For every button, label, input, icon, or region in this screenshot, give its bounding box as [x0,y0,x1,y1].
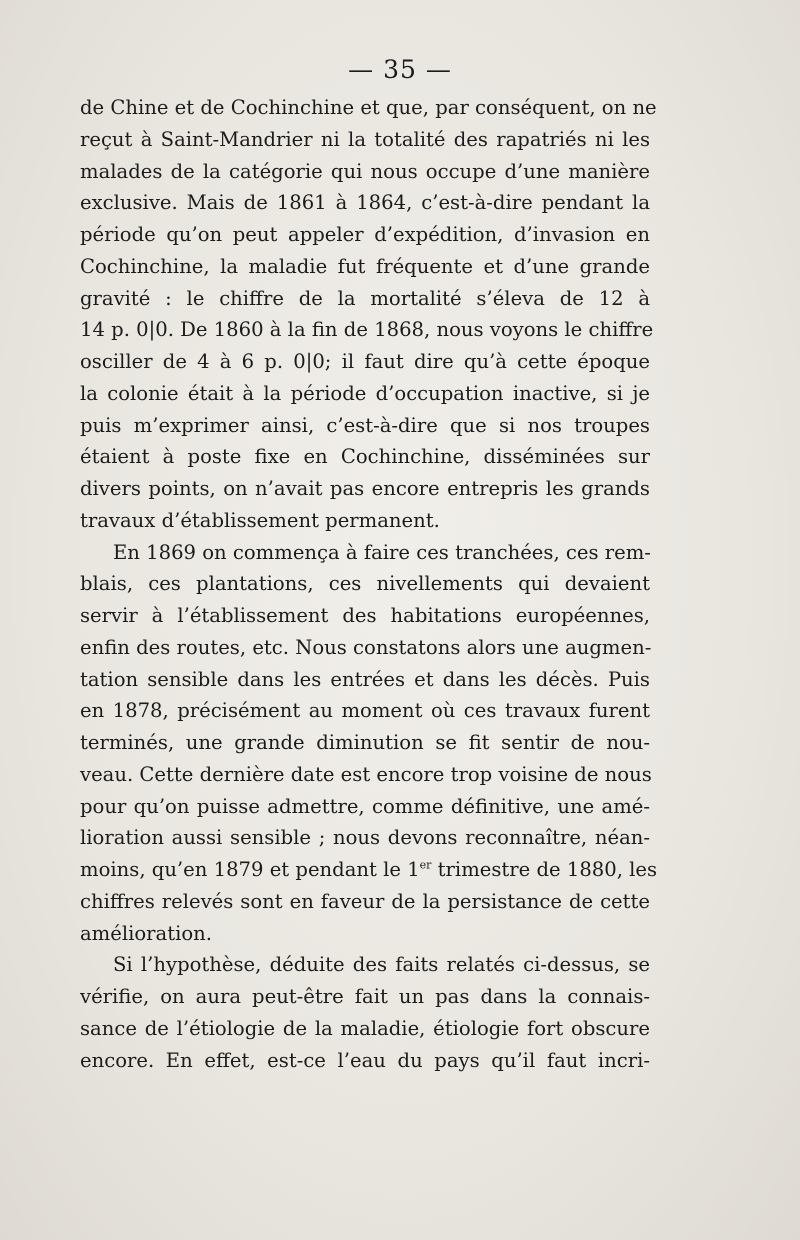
text-line: divers points, on n’avait pas encore entrepris les grands [80,477,650,500]
text-line: terminés, une grande diminution se fit sentir de nou- [80,731,650,754]
text-line: blais, ces plantations, ces nivellements qui devaient [80,572,650,596]
text-line: malades de la catégorie qui nous occupe d’une manière [80,159,650,183]
text-line: En 1869 on commença à faire ces tranchées, ces rem- [113,540,651,564]
text-line: encore. En effet, est-ce l’eau du pays qu’il faut incri- [80,1048,650,1072]
text-line: enfin des routes, etc. Nous constatons alors une augmen- [80,635,652,659]
text-line: servir à l’établissement des habitations européennes, [80,604,650,627]
text-line: amélioration. [80,921,213,945]
text-line: 14 p. 0|0. De 1860 à la fin de 1868, nous voyons le chiffre [80,318,654,342]
text-line: en 1878, précisément au moment où ces travaux furent [80,699,650,723]
text-segment: moins, qu’en 1879 et pendant le 1 [80,858,420,881]
text-line: tation sensible dans les entrées et dans les décès. Puis [80,667,650,691]
text-line: veau. Cette dernière date est encore trop voisine de nous [80,762,652,786]
text-line: période qu’on peut appeler d’expédition, d’invasion en [80,223,650,246]
ordinal-superscript: er [419,858,432,872]
text-line: vérifie, on aura peut-être fait un pas dans la connais- [80,985,650,1008]
text-line: osciller de 4 à 6 p. 0|0; il faut dire qu’à cette époque [80,350,650,373]
page-number: — 35 — [348,55,452,84]
text-line: Cochinchine, la maladie fut fréquente et d’une grande [80,254,650,278]
text-line: reçut à Saint-Mandrier ni la totalité des rapatriés ni les [80,127,650,151]
text-line: Si l’hypothèse, déduite des faits relatés ci-dessus, se [113,953,650,977]
text-line: gravité : le chiffre de la mortalité s’éleva de 12 à [80,286,650,310]
text-line [80,854,658,886]
text-line: la colonie était à la période d’occupation inactive, si je [80,381,650,405]
text-line: chiffres relevés sont en faveur de la persistance de cette [80,889,650,913]
text-line: travaux d’établissement permanent. [80,508,440,532]
text-segment: trimestre de 1880, les [431,858,658,881]
text-line: sance de l’étiologie de la maladie, étiologie fort obscure [80,1016,650,1040]
text-line: exclusive. Mais de 1861 à 1864, c’est-à-dire pendant la [80,191,650,215]
text-line: étaient à poste fixe en Cochinchine, disséminées sur [80,445,650,469]
text-line: puis m’exprimer ainsi, c’est-à-dire que si nos troupes [80,413,650,437]
text-line: lioration aussi sensible ; nous devons reconnaître, néan- [80,826,650,850]
body-text [80,92,658,1076]
text-line: pour qu’on puisse admettre, comme définitive, une amé- [80,794,650,818]
text-line: de Chine et de Cochinchine et que, par conséquent, on ne [80,96,657,119]
